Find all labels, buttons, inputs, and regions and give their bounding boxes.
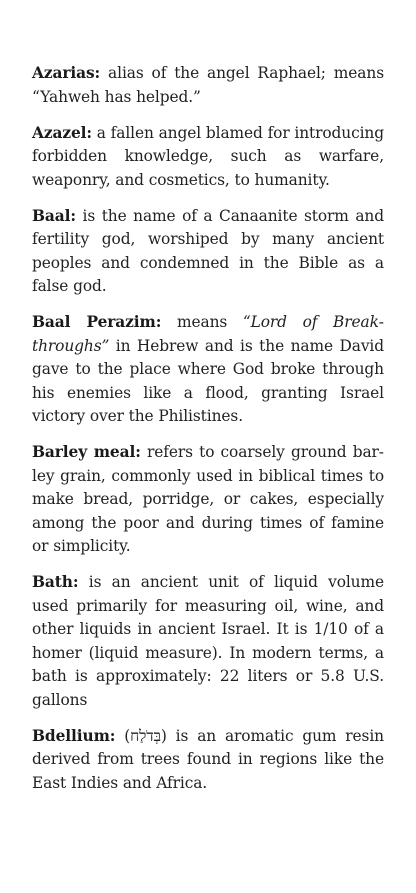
glossary-entry-azarias bbox=[32, 62, 384, 109]
glossary-entry-azazel bbox=[32, 122, 384, 193]
glossary-term: Bdellium: bbox=[32, 726, 116, 745]
glossary-page bbox=[32, 62, 384, 808]
glossary-term: Baal: bbox=[32, 206, 76, 225]
glossary-definition: in Hebrew and is the name David gave to the place where God broke through his enemies like a flood, granting Israel victory over the Philistines. bbox=[32, 336, 384, 425]
glossary-definition: is the name of a Canaanite storm and fertility god, worshiped by many ancient peoples and condemned in the Bible as a false god. bbox=[32, 206, 384, 295]
glossary-definition: alias of the angel Raphael; means “Yahweh has helped.” bbox=[32, 64, 384, 106]
glossary-definition: a fallen angel blamed for introducing forbidden knowledge, such as warfare, weaponry, and cosmetics, to humanity. bbox=[32, 123, 384, 189]
glossary-definition-italic: “Lord of Breakthroughs” bbox=[32, 313, 384, 355]
glossary-entry-baal bbox=[32, 205, 384, 299]
glossary-term: Barley meal: bbox=[32, 443, 141, 461]
glossary-term: Azazel: bbox=[32, 123, 93, 142]
glossary-entry-bath bbox=[32, 571, 384, 712]
glossary-entry-bdellium bbox=[32, 725, 384, 796]
glossary-entry-baal-perazim bbox=[32, 311, 384, 429]
glossary-entry-barley-meal bbox=[32, 441, 384, 559]
glossary-definition: refers to coarsely ground barley grain, commonly used in biblical times to make bread, porridge, or cakes, especially among the poor and during times of famine or simplicity. bbox=[32, 443, 384, 555]
glossary-definition: (בְּדֹלַח) is an aromatic gum resin derived from trees found in regions like the East Indies and Africa. bbox=[32, 726, 384, 792]
glossary-definition: is an ancient unit of liquid volume used primarily for measuring oil, wine, and other liquids in ancient Israel. It is 1/10 of a homer (liquid measure). In modern terms, a bath is approximately: 22 liters or 5.8 U.S. gallons bbox=[32, 573, 384, 709]
glossary-term: Azarias: bbox=[32, 64, 101, 82]
glossary-term: Bath: bbox=[32, 573, 79, 591]
glossary-definition-lead: means bbox=[161, 313, 243, 331]
glossary-term: Baal Perazim: bbox=[32, 313, 162, 331]
